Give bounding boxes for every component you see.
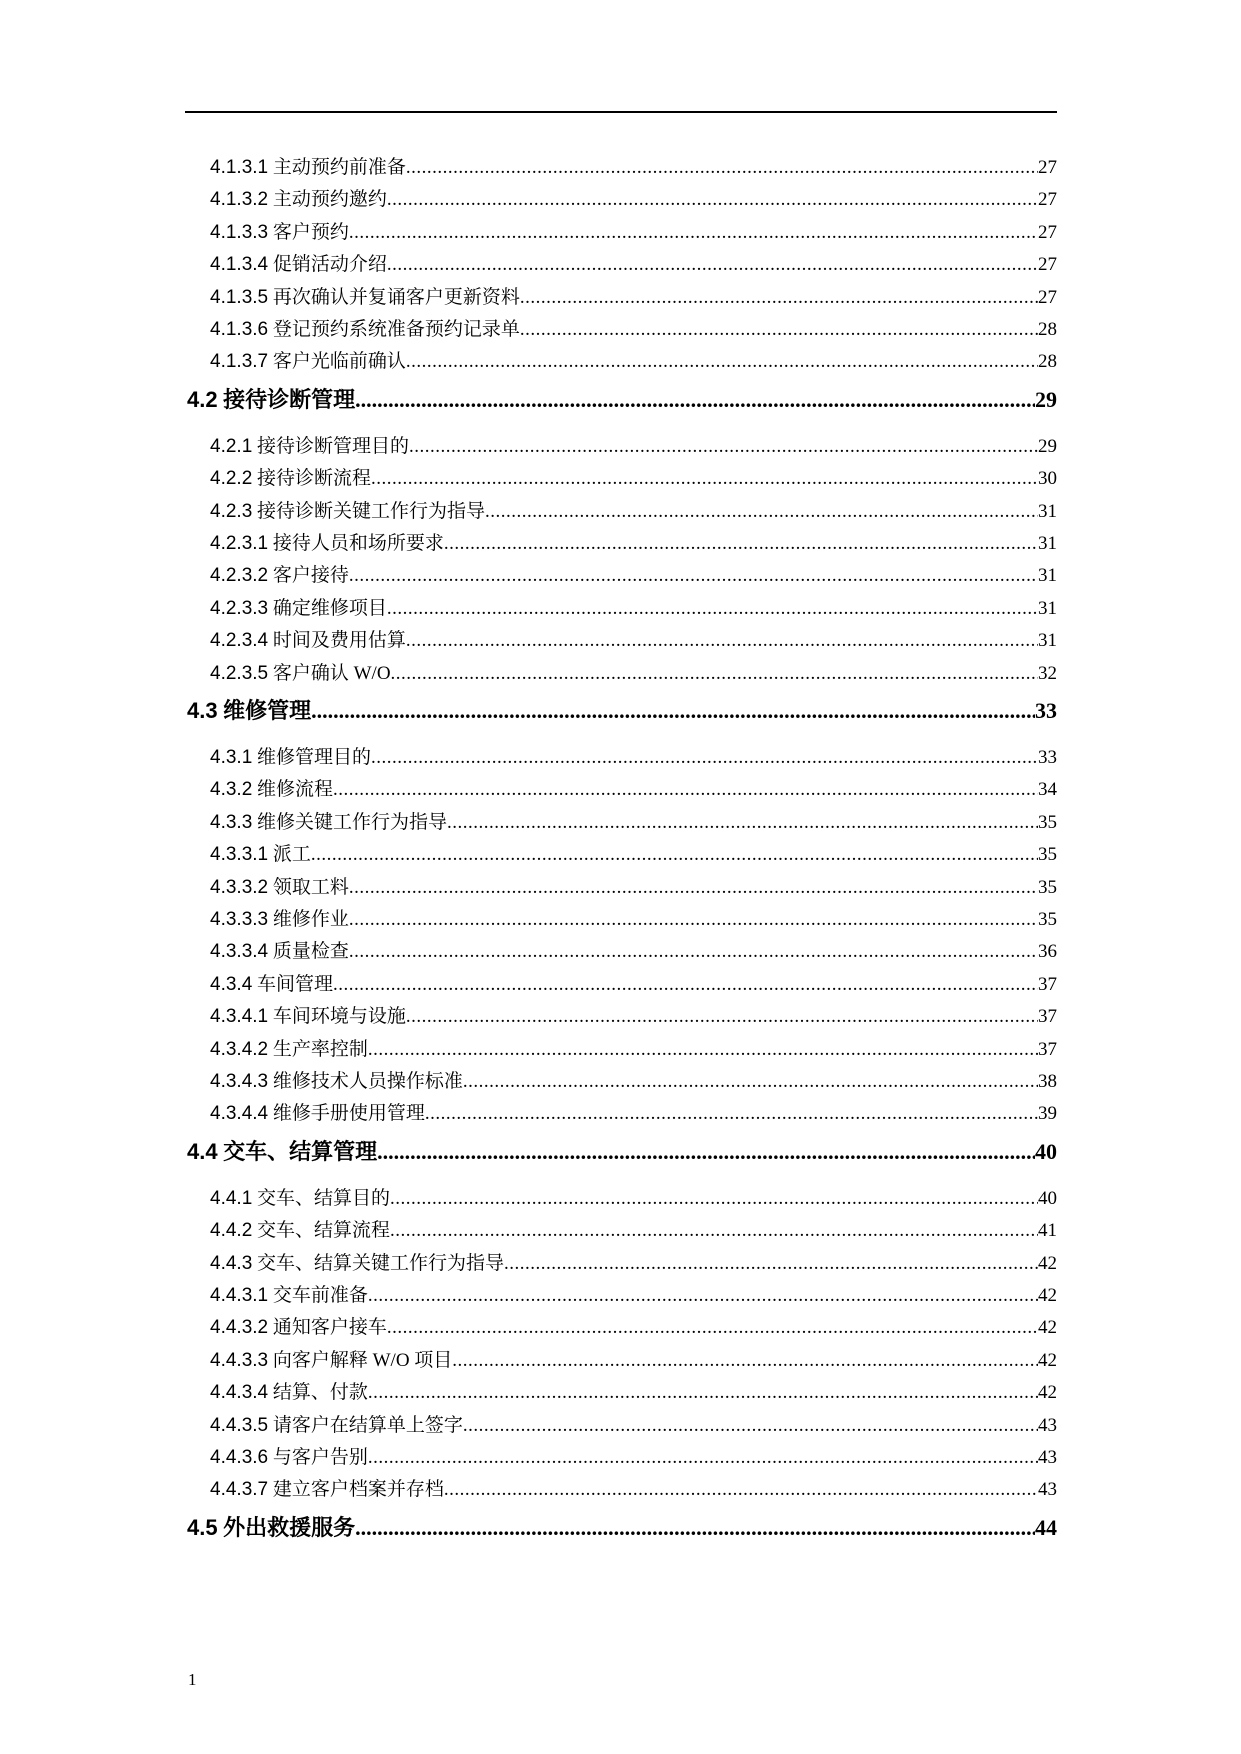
toc-entry-number: 4.3.3.2	[210, 876, 269, 898]
toc-entry-number: 4.1.3.7	[210, 351, 269, 373]
dot-leader	[447, 812, 1038, 834]
toc-entry-label	[210, 1001, 406, 1028]
toc-entry-label	[210, 496, 485, 523]
toc-entry-page: 28	[1038, 319, 1057, 340]
dot-leader	[371, 747, 1038, 769]
toc-entry[interactable]	[210, 625, 1057, 657]
toc-entry[interactable]	[210, 346, 1057, 378]
toc-entry-title: 维修关键工作行为指导	[257, 811, 448, 833]
dot-leader	[311, 698, 1035, 724]
dot-leader	[520, 319, 1038, 341]
toc-entry-title: 建立客户档案并存档	[272, 1479, 444, 1501]
toc-entry-page: 42	[1038, 1382, 1057, 1404]
dot-leader	[452, 1350, 1038, 1372]
toc-entry-number: 4.2.3.4	[210, 630, 269, 652]
dot-leader	[463, 1415, 1038, 1437]
toc-entry-label	[210, 217, 349, 244]
toc-entry[interactable]	[210, 1345, 1057, 1377]
toc-entry[interactable]	[210, 1442, 1057, 1474]
toc-entry[interactable]	[210, 742, 1057, 774]
dot-leader	[444, 1479, 1038, 1501]
toc-entry-page: 27	[1038, 189, 1057, 211]
dot-leader	[390, 1220, 1038, 1242]
toc-entry-number: 4.5	[187, 1514, 218, 1540]
toc-entry[interactable]	[210, 1183, 1057, 1215]
toc-entry-number: 4.3.3.1	[210, 844, 269, 866]
toc-entry-label	[210, 936, 349, 963]
dot-leader	[368, 1039, 1038, 1061]
toc-entry[interactable]	[210, 1034, 1057, 1066]
toc-entry-page: 31	[1038, 500, 1057, 522]
toc-entry-title: 主动预约前准备	[272, 157, 406, 178]
toc-entry-page: 43	[1038, 1414, 1057, 1436]
toc-entry[interactable]	[210, 904, 1057, 936]
toc-entry[interactable]	[210, 1215, 1057, 1247]
toc-entry-number: 4.1.3.5	[210, 286, 269, 308]
dot-leader	[390, 1188, 1038, 1210]
toc-entry-title: 确定维修项目	[272, 597, 387, 619]
toc-entry-title: 客户确认 W/O	[272, 662, 391, 684]
toc-entry-number: 4.4.3.3	[210, 1349, 269, 1371]
toc-entry-title: 质量检查	[272, 941, 349, 963]
toc-entry-label	[210, 1183, 390, 1210]
toc-entry[interactable]	[210, 152, 1057, 184]
toc-entry[interactable]	[210, 872, 1057, 904]
toc-entry-label	[210, 560, 349, 587]
toc-entry-title: 接待诊断管理目的	[257, 435, 410, 457]
toc-entry-title: 维修管理	[223, 698, 312, 723]
toc-entry-page: 31	[1038, 565, 1057, 587]
toc-entry-page: 33	[1035, 698, 1057, 723]
toc-entry-number: 4.4.3	[210, 1252, 253, 1274]
toc-entry-number: 4.4.3.6	[210, 1447, 269, 1468]
toc-entry-title: 再次确认并复诵客户更新资料	[272, 286, 520, 308]
dot-leader	[377, 1139, 1035, 1165]
toc-entry-label	[210, 184, 387, 211]
toc-entry[interactable]	[210, 560, 1057, 592]
dot-leader	[349, 877, 1038, 899]
dot-leader	[333, 779, 1038, 801]
toc-entry-number: 4.3	[187, 698, 218, 723]
dot-leader	[409, 436, 1038, 458]
toc-section-entry[interactable]	[187, 694, 1057, 730]
toc-entry-page: 44	[1035, 1514, 1057, 1540]
dot-leader	[406, 1006, 1038, 1028]
toc-entry-page: 35	[1038, 811, 1057, 833]
toc-entry-page: 42	[1038, 1252, 1057, 1274]
toc-entry-number: 4.1.3.6	[210, 319, 269, 340]
toc-entry-number: 4.1.3.3	[210, 221, 269, 243]
toc-entry-page: 43	[1038, 1479, 1057, 1501]
dot-leader	[387, 254, 1038, 276]
toc-entry-label	[210, 593, 387, 620]
toc-entry-number: 4.4.2	[210, 1220, 253, 1242]
dot-leader	[311, 844, 1038, 866]
toc-entry-title: 车间管理	[257, 973, 334, 995]
dot-leader	[368, 1447, 1038, 1469]
toc-entry-number: 4.2.3	[210, 500, 253, 522]
toc-entry-label	[210, 1280, 368, 1307]
toc-entry-page: 34	[1038, 779, 1057, 801]
dot-leader	[355, 1515, 1035, 1541]
toc-entry-page: 29	[1035, 386, 1057, 412]
toc-entry-page: 36	[1038, 941, 1057, 963]
page-number: 1	[188, 1670, 197, 1689]
toc-entry-page: 35	[1038, 844, 1057, 866]
toc-entry-title: 交车前准备	[272, 1285, 368, 1306]
toc-entry-number: 4.2.3.5	[210, 662, 269, 684]
toc-entry[interactable]	[210, 282, 1057, 314]
toc-entry-title: 交车、结算目的	[257, 1187, 391, 1209]
toc-entry-label	[210, 658, 391, 685]
toc-entry-page: 27	[1038, 157, 1057, 178]
toc-entry-page: 33	[1038, 747, 1057, 768]
toc-entry-title: 通知客户接车	[272, 1317, 387, 1339]
toc-entry-number: 4.4.3.1	[210, 1285, 269, 1306]
toc-entry-number: 4.1.3.2	[210, 189, 269, 211]
toc-entry-number: 4.3.1	[210, 747, 253, 768]
toc-entry-label	[210, 742, 371, 769]
toc-entry-title: 交车、结算关键工作行为指导	[257, 1252, 505, 1274]
toc-entry-title: 与客户告别	[272, 1447, 368, 1468]
toc-entry-page: 41	[1038, 1220, 1057, 1242]
toc-entry[interactable]	[210, 314, 1057, 346]
toc-entry-page: 28	[1038, 351, 1057, 373]
toc-entry-number: 4.1.3.4	[210, 254, 269, 276]
toc-entry-title: 维修手册使用管理	[272, 1103, 425, 1125]
toc-entry-page: 27	[1038, 254, 1057, 276]
toc-entry-label	[210, 839, 311, 866]
toc-entry-number: 4.3.3	[210, 811, 253, 833]
toc-entry-number: 4.2.3.3	[210, 597, 269, 619]
toc-entry-page: 42	[1038, 1317, 1057, 1339]
toc-entry[interactable]	[210, 1280, 1057, 1312]
toc-entry-title: 客户接待	[272, 565, 349, 587]
toc-entry-label	[210, 463, 371, 490]
toc-entry[interactable]	[210, 774, 1057, 806]
toc-entry-label	[210, 1098, 425, 1125]
toc-entry-label	[210, 1066, 463, 1093]
toc-entry-page: 31	[1038, 630, 1057, 652]
dot-leader	[368, 1285, 1038, 1307]
toc-entry-number: 4.3.2	[210, 779, 253, 801]
toc-entry[interactable]	[210, 1001, 1057, 1033]
toc-entry-label	[210, 1345, 452, 1372]
toc-entry-number: 4.3.4.4	[210, 1103, 269, 1125]
toc-entry-number: 4.3.4.2	[210, 1038, 269, 1060]
dot-leader	[368, 1382, 1038, 1404]
toc-entry-label	[210, 1377, 368, 1404]
toc-entry[interactable]	[210, 1312, 1057, 1344]
dot-leader	[349, 941, 1038, 963]
toc-entry-page: 35	[1038, 876, 1057, 898]
toc-entry-label	[210, 1474, 444, 1501]
toc-entry[interactable]	[210, 217, 1057, 249]
toc-entry-page: 32	[1038, 662, 1057, 684]
toc-entry[interactable]	[210, 936, 1057, 968]
toc-entry[interactable]	[210, 1066, 1057, 1098]
toc-entry[interactable]	[210, 807, 1057, 839]
toc-entry[interactable]	[210, 463, 1057, 495]
toc-entry-title: 向客户解释 W/O 项目	[272, 1349, 453, 1371]
toc-entry-number: 4.2.3.1	[210, 533, 269, 554]
dot-leader	[406, 630, 1038, 652]
dot-leader	[371, 468, 1038, 490]
toc-entry-title: 接待诊断流程	[257, 468, 372, 490]
toc-section-entry[interactable]	[187, 383, 1057, 419]
toc-entry-label	[210, 528, 444, 555]
toc-entry-number: 4.2.2	[210, 468, 253, 490]
toc-entry-title: 维修作业	[272, 909, 349, 930]
toc-entry-title: 车间环境与设施	[272, 1006, 406, 1028]
toc-entry-title: 促销活动介绍	[272, 254, 387, 276]
dot-leader	[406, 351, 1038, 373]
toc-entry-number: 4.4	[187, 1138, 218, 1164]
toc-entry-title: 结算、付款	[272, 1382, 368, 1404]
toc-entry-page: 38	[1038, 1071, 1057, 1092]
toc-entry-title: 生产率控制	[272, 1038, 368, 1060]
toc-entry[interactable]	[210, 593, 1057, 625]
dot-leader	[387, 189, 1038, 211]
toc-section-entry[interactable]	[187, 1511, 1057, 1547]
toc-entry-label	[210, 152, 406, 179]
toc-entry-number: 4.3.4.1	[210, 1006, 269, 1028]
toc-entry-number: 4.4.3.7	[210, 1479, 269, 1501]
toc-entry-page: 40	[1035, 1138, 1057, 1164]
toc-entry-page: 29	[1038, 435, 1057, 457]
dot-leader	[355, 387, 1035, 413]
toc-entry-page: 43	[1038, 1447, 1057, 1468]
toc-entry-label	[210, 625, 406, 652]
toc-entry-title: 交车、结算流程	[257, 1220, 391, 1242]
toc-entry-title: 外出救援服务	[223, 1514, 356, 1540]
toc-entry-label	[210, 1410, 463, 1437]
toc-entry-title: 接待人员和场所要求	[272, 533, 444, 554]
toc-entry-label	[210, 1248, 504, 1275]
toc-entry-page: 39	[1038, 1103, 1057, 1125]
toc-entry[interactable]	[210, 1410, 1057, 1442]
toc-entry-title: 维修管理目的	[257, 747, 372, 768]
toc-entry-label	[210, 249, 387, 276]
toc-entry-label	[187, 383, 355, 414]
toc-entry-page: 40	[1038, 1187, 1057, 1209]
toc-entry-page: 30	[1038, 468, 1057, 490]
toc-entry-title: 主动预约邀约	[272, 189, 387, 211]
toc-entry-page: 31	[1038, 597, 1057, 619]
toc-entry-title: 接待诊断管理	[223, 386, 356, 412]
toc-entry-label	[210, 969, 333, 996]
toc-entry[interactable]	[210, 839, 1057, 871]
toc-entry-title: 交车、结算管理	[223, 1138, 378, 1164]
toc-entry-title: 接待诊断关键工作行为指导	[257, 500, 486, 522]
toc-entry-number: 4.3.3.3	[210, 909, 269, 930]
toc-entry-page: 37	[1038, 1006, 1057, 1028]
toc-entry-title: 登记预约系统准备预约记录单	[272, 319, 520, 340]
toc-entry-number: 4.3.4	[210, 973, 253, 995]
toc-entry-page: 37	[1038, 1038, 1057, 1060]
dot-leader	[349, 909, 1038, 931]
toc-entry-label	[210, 1442, 368, 1469]
toc-entry-page: 27	[1038, 286, 1057, 308]
toc-entry-page: 27	[1038, 221, 1057, 243]
toc-entry-page: 31	[1038, 533, 1057, 554]
toc-entry-label	[210, 282, 520, 309]
toc-entry[interactable]	[210, 1248, 1057, 1280]
toc-entry-page: 42	[1038, 1349, 1057, 1371]
toc-entry-title: 客户光临前确认	[272, 351, 406, 373]
toc-entry-title: 客户预约	[272, 221, 349, 243]
toc-entry-number: 4.4.3.5	[210, 1414, 269, 1436]
toc-entry-number: 4.3.4.3	[210, 1071, 269, 1092]
dot-leader	[391, 663, 1038, 685]
dot-leader	[349, 222, 1038, 244]
dot-leader	[406, 157, 1038, 179]
toc-entry-title: 时间及费用估算	[272, 630, 406, 652]
toc-entry-number: 4.1.3.1	[210, 157, 269, 178]
toc-entry-number: 4.2.3.2	[210, 565, 269, 587]
dot-leader	[520, 287, 1038, 309]
toc-entry-label	[187, 1511, 355, 1542]
toc-entry-title: 维修技术人员操作标准	[272, 1071, 463, 1092]
toc-entry-number: 4.4.3.2	[210, 1317, 269, 1339]
toc-entry-page: 42	[1038, 1285, 1057, 1306]
toc-entry[interactable]	[210, 528, 1057, 560]
toc-entry-label	[210, 1312, 387, 1339]
toc-entry-label	[210, 904, 349, 931]
dot-leader	[349, 565, 1038, 587]
dot-leader	[387, 1317, 1038, 1339]
toc-entry-label	[187, 1135, 377, 1166]
toc-entry-label	[210, 1034, 368, 1061]
toc-entry-number: 4.4.1	[210, 1187, 253, 1209]
toc-section-entry[interactable]	[187, 1135, 1057, 1171]
toc-entry-title: 派工	[272, 844, 311, 866]
toc-entry-number: 4.3.3.4	[210, 941, 269, 963]
toc-entry-page: 37	[1038, 973, 1057, 995]
toc-entry[interactable]	[210, 658, 1057, 690]
dot-leader	[333, 974, 1038, 996]
toc-entry-label	[187, 694, 311, 725]
toc-entry-label	[210, 807, 447, 834]
toc-entry-number: 4.2.1	[210, 435, 253, 457]
toc-entry[interactable]	[210, 1377, 1057, 1409]
dot-leader	[387, 598, 1038, 620]
toc-entry[interactable]	[210, 249, 1057, 281]
toc-entry-number: 4.2	[187, 386, 218, 412]
header-rule	[185, 111, 1057, 113]
toc-entry[interactable]	[210, 496, 1057, 528]
toc-entry-label	[210, 1215, 390, 1242]
toc-entry-label	[210, 774, 333, 801]
toc-entry[interactable]	[210, 184, 1057, 216]
toc-entry-title: 请客户在结算单上签字	[272, 1414, 463, 1436]
dot-leader	[485, 501, 1038, 523]
toc-entry-number: 4.4.3.4	[210, 1382, 269, 1404]
dot-leader	[444, 533, 1038, 555]
dot-leader	[425, 1103, 1038, 1125]
toc-entry-title: 维修流程	[257, 779, 334, 801]
toc-entry[interactable]	[210, 969, 1057, 1001]
toc-entry-label	[210, 872, 349, 899]
toc-entry[interactable]	[210, 1474, 1057, 1506]
toc-entry-label	[210, 431, 409, 458]
toc-entry-page: 35	[1038, 909, 1057, 930]
toc-entry[interactable]	[210, 431, 1057, 463]
toc-entry[interactable]	[210, 1098, 1057, 1130]
toc-entry-label	[210, 314, 520, 341]
toc-entry-label	[210, 346, 406, 373]
toc-entry-title: 领取工料	[272, 876, 349, 898]
dot-leader	[504, 1253, 1038, 1275]
dot-leader	[463, 1071, 1038, 1093]
